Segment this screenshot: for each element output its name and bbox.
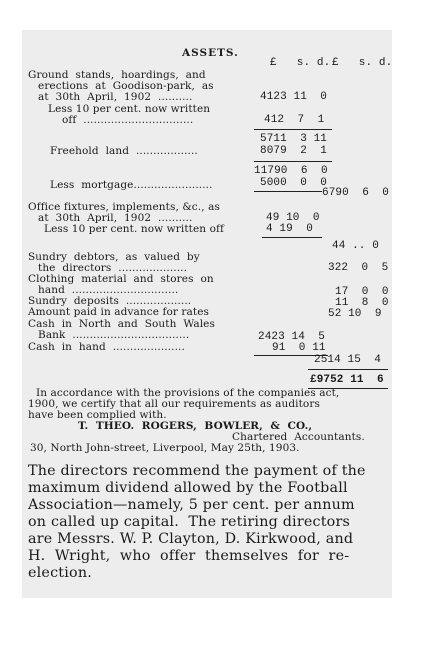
closing-line-1: The directors recommend the payment of the xyxy=(28,463,366,479)
newspaper-clipping xyxy=(22,30,392,598)
cash-in-hand-amount: 91 0 11 xyxy=(272,342,326,354)
rates-advance-amount: 52 10 9 xyxy=(328,308,382,320)
gross-property-amount: 11790 6 0 xyxy=(254,165,328,177)
grand-total-amount: £9752 11 6 xyxy=(310,374,384,386)
auditor-firm-name: T. THEO. ROGERS, BOWLER, & CO., xyxy=(78,420,313,432)
subtotal-rule-2 xyxy=(254,161,332,162)
auditor-statement-line-3: have been complied with. xyxy=(28,409,167,421)
clothing-material-amount: 17 0 0 xyxy=(335,286,389,298)
subtotal-rule-3 xyxy=(254,191,322,192)
ground-stands-line-1: Ground stands, hoardings, and xyxy=(28,69,206,81)
less-ten-percent-line-2: off ................................ xyxy=(62,114,194,126)
auditor-title: Chartered Accountants. xyxy=(232,431,365,443)
office-fixtures-line-2: at 30th April, 1902 .......... xyxy=(38,212,193,224)
fixtures-depreciation-label: Less 10 per cent. now written off xyxy=(44,223,224,235)
clothing-material-line-1: Clothing material and stores on xyxy=(28,273,214,285)
cash-bank-line-1: Cash in North and South Wales xyxy=(28,318,215,330)
net-fixtures-amount: 44 .. 0 xyxy=(332,240,379,252)
auditor-statement-line-1: In accordance with the provisions of the companies act, xyxy=(36,387,340,399)
auditor-statement-line-2: 1900, we certify that all our requirements as auditors xyxy=(28,398,320,410)
sundry-debtors-line-2: the directors .................... xyxy=(38,262,188,274)
closing-line-5: are Messrs. W. P. Clayton, D. Kirkwood, and xyxy=(28,531,354,547)
assets-heading: ASSETS. xyxy=(182,47,239,59)
cash-total-amount: 2514 15 4 xyxy=(314,354,382,366)
column-header-1: £ s. d. xyxy=(270,57,331,69)
freehold-land-label: Freehold land .................. xyxy=(50,145,198,157)
freehold-land-amount: 8079 2 1 xyxy=(260,145,328,157)
sundry-deposits-label: Sundry deposits ................... xyxy=(28,295,192,307)
column-header-2: £ s. d. xyxy=(332,57,392,69)
closing-line-2: maximum dividend allowed by the Football xyxy=(28,480,348,496)
office-fixtures-line-1: Office fixtures, implements, &c., as xyxy=(28,201,220,213)
closing-line-3: Association—namely, 5 per cent. per annum xyxy=(28,497,355,513)
total-rule-top xyxy=(308,369,388,370)
closing-line-6: H. Wright, who offer themselves for re- xyxy=(28,548,350,564)
less-mortgage-label: Less mortgage....................... xyxy=(50,179,213,191)
ground-stands-amount: 4123 11 0 xyxy=(260,91,328,103)
less-ten-percent-line-1: Less 10 per cent. now written xyxy=(48,103,211,115)
net-ground-amount: 5711 3 11 xyxy=(260,133,328,145)
office-fixtures-amount: 49 10 0 xyxy=(266,212,320,224)
auditor-address: 30, North John-street, Liverpool, May 25th, 1903. xyxy=(30,442,300,454)
depreciation-amount: 412 7 1 xyxy=(264,114,325,126)
clothing-material-line-2: hand ............................... xyxy=(38,284,179,296)
net-property-amount: 6790 6 0 xyxy=(322,187,390,199)
ground-stands-line-3: at 30th April, 1902 .......... xyxy=(38,91,193,103)
cash-in-hand-label: Cash in hand ..................... xyxy=(28,341,185,353)
fixtures-depreciation-amount: 4 19 0 xyxy=(266,223,313,235)
sundry-deposits-amount: 11 8 0 xyxy=(335,297,389,309)
subtotal-rule-1 xyxy=(254,129,332,130)
sundry-debtors-amount: 322 0 5 xyxy=(328,262,389,274)
subtotal-rule-4 xyxy=(262,237,322,238)
closing-line-7: election. xyxy=(28,565,92,581)
mortgage-amount: 5000 0 0 xyxy=(260,177,328,189)
cash-bank-amount: 2423 14 5 xyxy=(258,331,326,343)
rates-advance-label: Amount paid in advance for rates xyxy=(28,306,210,318)
cash-bank-line-2: Bank .................................. xyxy=(38,329,190,341)
sundry-debtors-line-1: Sundry debtors, as valued by xyxy=(28,251,200,263)
ground-stands-line-2: erections at Goodison-park, as xyxy=(38,80,214,92)
closing-line-4: on called up capital. The retiring directors xyxy=(28,514,351,530)
